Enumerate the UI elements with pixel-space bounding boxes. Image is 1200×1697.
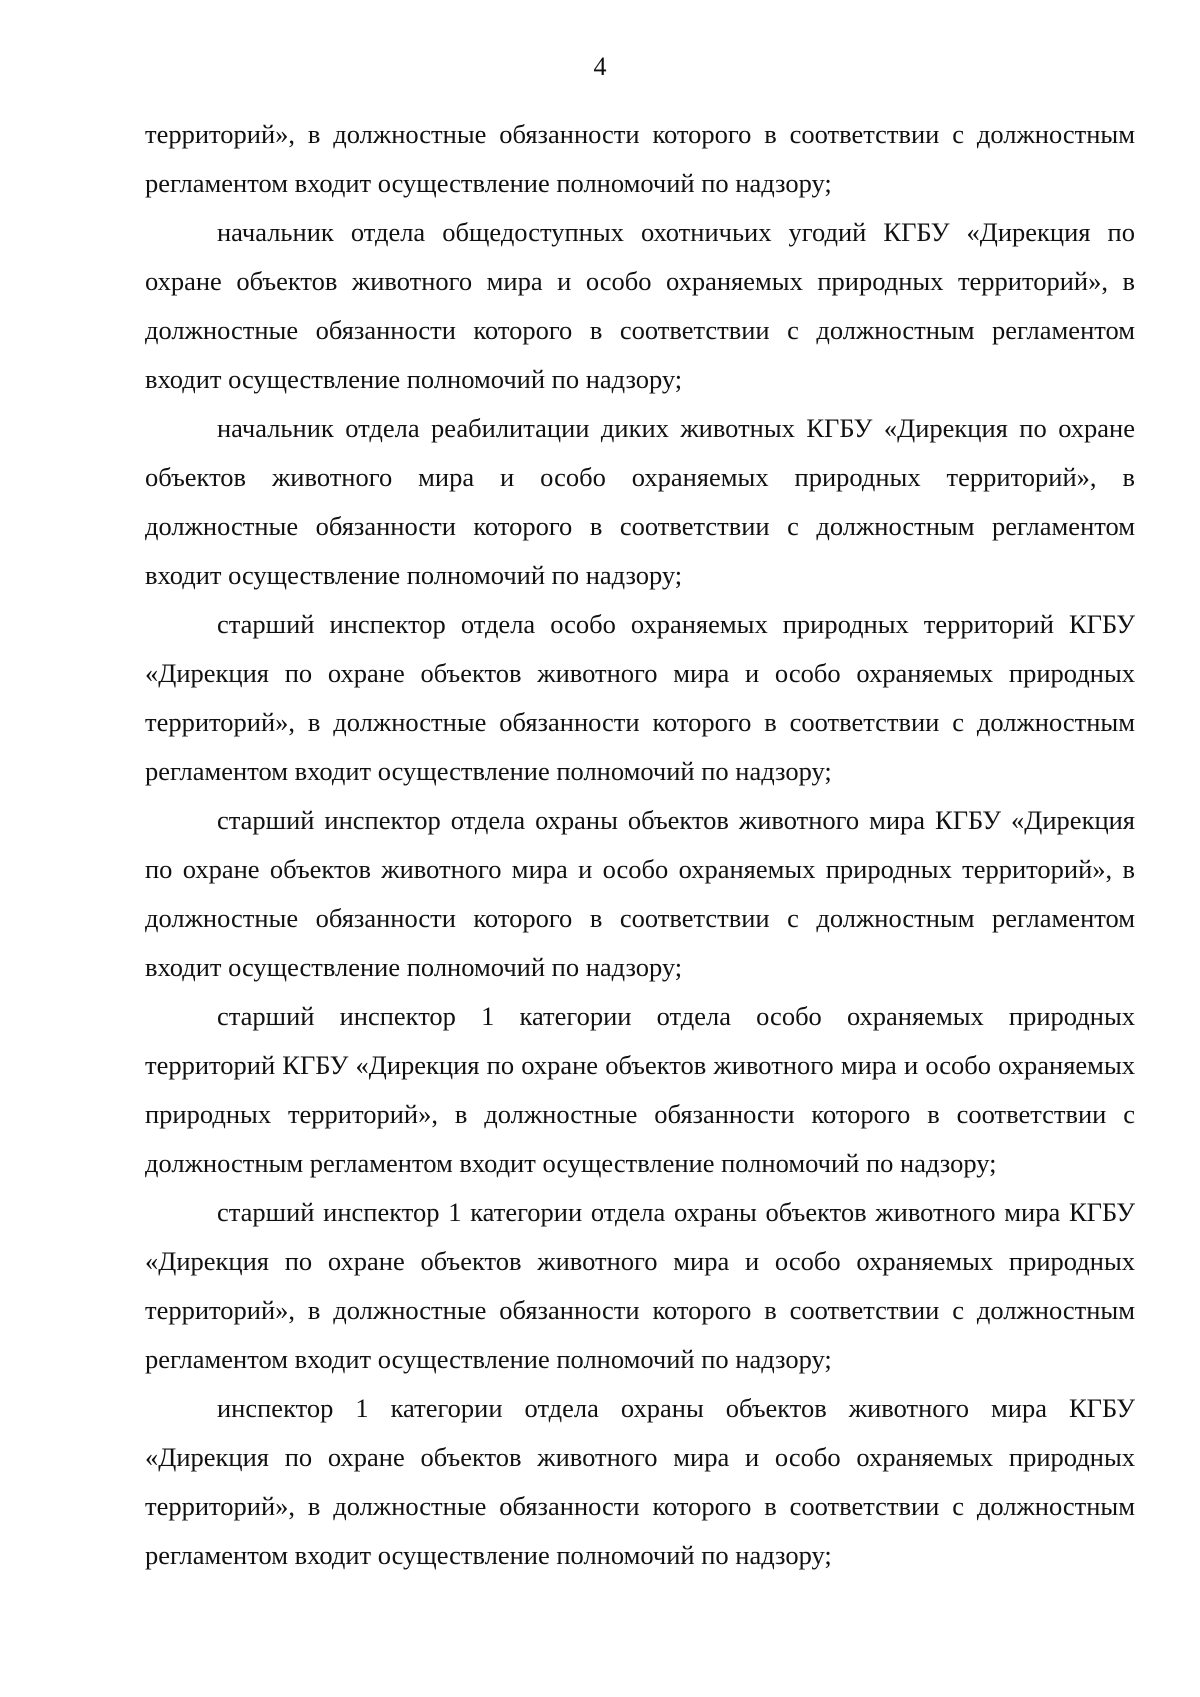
paragraph-senior-inspector-cat1-protected-areas: старший инспектор 1 категории отдела особо охраняемых природных территорий КГБУ «Дирекция по охране объектов животного мира и особо охраняемых природных территорий», в должностные обязанности которого в соответствии с должностным регламентом входит осуществление полномочий по надзору; — [145, 1001, 1135, 1178]
paragraph-head-rehabilitation: начальник отдела реабилитации диких животных КГБУ «Дирекция по охране объектов животного мира и особо охраняемых природных территорий», в должностные обязанности которого в соответствии с должностным регламентом входит осуществление полномочий по надзору; — [145, 413, 1135, 590]
page-number: 4 — [593, 52, 607, 81]
document-body — [145, 110, 1135, 1580]
paragraph-inspector-cat1-wildlife: инспектор 1 категории отдела охраны объектов животного мира КГБУ «Дирекция по охране объектов животного мира и особо охраняемых природных территорий», в должностные обязанности которого в соответствии с должностным регламентом входит осуществление полномочий по надзору; — [145, 1393, 1135, 1570]
paragraph-head-hunting-grounds: начальник отдела общедоступных охотничьих угодий КГБУ «Дирекция по охране объектов животного мира и особо охраняемых природных территорий», в должностные обязанности которого в соответствии с должностным регламентом входит осуществление полномочий по надзору; — [145, 217, 1135, 394]
paragraph-senior-inspector-cat1-wildlife: старший инспектор 1 категории отдела охраны объектов животного мира КГБУ «Дирекция по охране объектов животного мира и особо охраняемых природных территорий», в должностные обязанности которого в соответствии с должностным регламентом входит осуществление полномочий по надзору; — [145, 1197, 1135, 1374]
paragraph-senior-inspector-wildlife: старший инспектор отдела охраны объектов животного мира КГБУ «Дирекция по охране объектов животного мира и особо охраняемых природных территорий», в должностные обязанности которого в соответствии с должностным регламентом входит осуществление полномочий по надзору; — [145, 805, 1135, 982]
paragraph-senior-inspector-protected-areas: старший инспектор отдела особо охраняемых природных территорий КГБУ «Дирекция по охране объектов животного мира и особо охраняемых природных территорий», в должностные обязанности которого в соответствии с должностным регламентом входит осуществление полномочий по надзору; — [145, 609, 1135, 786]
paragraph-continuation: территорий», в должностные обязанности которого в соответствии с должностным регламентом входит осуществление полномочий по надзору; — [145, 119, 1135, 198]
